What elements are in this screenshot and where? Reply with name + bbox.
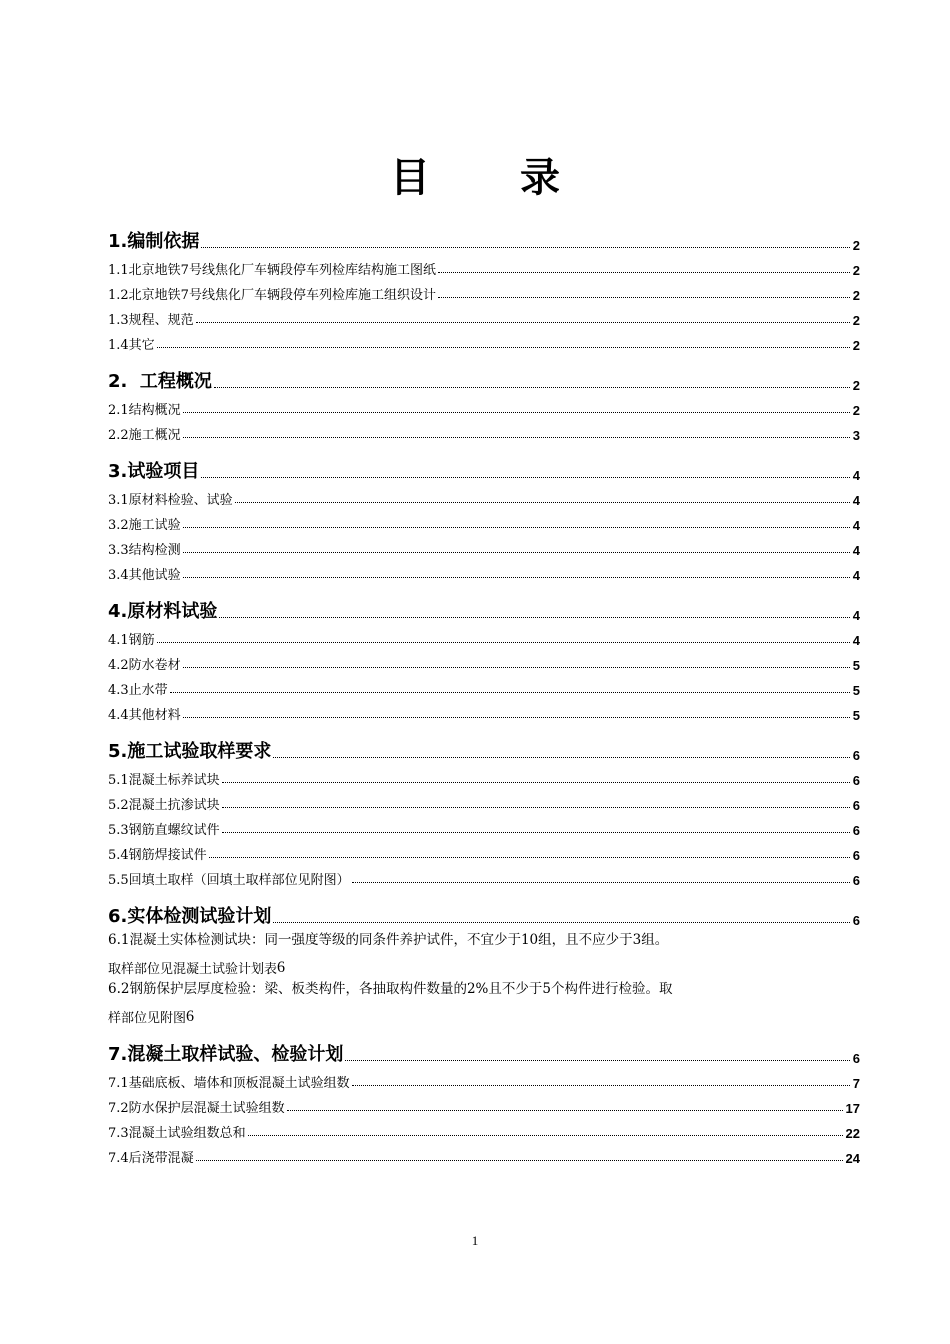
toc-item-1-4[interactable] [108, 328, 860, 353]
toc-section-6[interactable] [108, 888, 860, 928]
dot-leader [222, 782, 850, 783]
dot-leader [157, 642, 850, 643]
dot-leader [157, 347, 850, 348]
toc-item-label: 5.2混凝土抗渗试块 [108, 798, 220, 813]
dot-leader [183, 717, 850, 718]
dot-leader [287, 1110, 843, 1111]
toc-item-2-1[interactable] [108, 393, 860, 418]
toc-section-label: 5.施工试验取样要求 [108, 741, 272, 762]
toc-section-label: 3.试验项目 [108, 461, 200, 482]
toc-section-4[interactable] [108, 583, 860, 623]
toc-item-2-2[interactable] [108, 418, 860, 443]
toc-page-number: 6 [852, 848, 860, 863]
dot-leader [183, 577, 850, 578]
dot-leader [201, 477, 849, 478]
toc-page-number: 2 [852, 313, 860, 328]
toc-item-label: 4.2防水卷材 [108, 658, 181, 673]
toc-page-number: 6 [852, 913, 860, 928]
toc-page-number: 4 [852, 608, 860, 623]
dot-leader [201, 247, 849, 248]
toc-title-char-1: 目 [390, 155, 430, 201]
toc-page-number: 17 [845, 1101, 860, 1116]
toc-page-number: 4 [852, 493, 860, 508]
toc-item-label: 2.2施工概况 [108, 428, 181, 443]
toc-item-label: 1.4其它 [108, 338, 155, 353]
toc-item-label: 3.2施工试验 [108, 518, 181, 533]
dot-leader [214, 387, 850, 388]
toc-item-4-4[interactable] [108, 698, 860, 723]
toc-page-number: 24 [845, 1151, 860, 1166]
toc-page-number: 6 [852, 823, 860, 838]
toc-section-label: 6.实体检测试验计划 [108, 906, 272, 927]
toc-item-6-1[interactable] [108, 928, 860, 977]
toc-item-label: 2.1结构概况 [108, 403, 181, 418]
toc-page-number: 5 [852, 658, 860, 673]
toc-page-number: 2 [852, 403, 860, 418]
toc-page-number: 6 [852, 1051, 860, 1066]
toc-page-number: 3 [852, 428, 860, 443]
toc-section-label: 1.编制依据 [108, 231, 200, 252]
toc-page-number: 2 [852, 288, 860, 303]
toc-section-label: 7.混凝土取样试验、检验计划 [108, 1044, 344, 1065]
toc-item-5-2[interactable] [108, 788, 860, 813]
toc-page-number: 6 [852, 873, 860, 888]
page-footer-number: 1 [471, 1233, 479, 1248]
toc-item-7-2[interactable] [108, 1091, 860, 1116]
dot-leader [219, 617, 849, 618]
toc-item-3-1[interactable] [108, 483, 860, 508]
toc-page-number: 6 [277, 959, 286, 976]
toc-section-label: 2. 工程概况 [108, 371, 212, 392]
dot-leader [183, 527, 850, 528]
toc-item-label: 1.1北京地铁7号线焦化厂车辆段停车列检库结构施工图纸 [108, 263, 436, 278]
toc-page-number: 6 [186, 1008, 195, 1025]
dot-leader [248, 1135, 843, 1136]
toc-item-label-line-1: 6.1混凝土实体检测试块：同一强度等级的同条件养护试件，不宜少于10组，且不应少于3组。 [108, 932, 669, 948]
dot-leader [235, 502, 850, 503]
toc-title [0, 146, 950, 203]
dot-leader [209, 857, 850, 858]
toc-item-label: 3.1原材料检验、试验 [108, 493, 233, 508]
dot-leader [183, 667, 850, 668]
toc-item-6-2[interactable] [108, 977, 860, 1026]
toc-item-3-3[interactable] [108, 533, 860, 558]
dot-leader [345, 1060, 849, 1061]
toc-item-4-2[interactable] [108, 648, 860, 673]
dot-leader [183, 412, 850, 413]
toc-item-7-4[interactable] [108, 1141, 860, 1166]
toc-item-1-2[interactable] [108, 278, 860, 303]
toc-item-7-3[interactable] [108, 1116, 860, 1141]
toc-page-number: 6 [852, 798, 860, 813]
toc-item-label-line-2: 样部位见附图 [108, 1011, 187, 1026]
toc-section-7[interactable] [108, 1026, 860, 1066]
dot-leader [170, 692, 850, 693]
toc-item-label: 3.3结构检测 [108, 543, 181, 558]
dot-leader [273, 757, 849, 758]
toc-item-4-1[interactable] [108, 623, 860, 648]
dot-leader [222, 807, 850, 808]
toc-page-number: 2 [852, 338, 860, 353]
toc-page-number: 4 [852, 518, 860, 533]
table-of-contents [108, 213, 860, 1166]
toc-section-2[interactable] [108, 353, 860, 393]
toc-page-number: 6 [852, 748, 860, 763]
toc-item-label: 5.1混凝土标养试块 [108, 773, 220, 788]
toc-item-label: 4.4其他材料 [108, 708, 181, 723]
toc-item-label: 7.1基础底板、墙体和顶板混凝土试验组数 [108, 1076, 350, 1091]
toc-page-number: 4 [852, 543, 860, 558]
toc-item-label: 1.3规程、规范 [108, 313, 194, 328]
toc-item-4-3[interactable] [108, 673, 860, 698]
toc-item-7-1[interactable] [108, 1066, 860, 1091]
toc-item-5-1[interactable] [108, 763, 860, 788]
toc-item-label-line-2: 取样部位见混凝土试验计划表 [108, 962, 278, 977]
toc-section-label: 4.原材料试验 [108, 601, 218, 622]
toc-page-number: 2 [852, 378, 860, 393]
toc-item-label: 4.3止水带 [108, 683, 168, 698]
toc-item-label: 5.5回填土取样（回填土取样部位见附图） [108, 873, 350, 888]
toc-item-label: 4.1钢筋 [108, 633, 155, 648]
toc-item-5-5[interactable] [108, 863, 860, 888]
toc-item-label: 5.4钢筋焊接试件 [108, 848, 207, 863]
toc-item-label-line-1: 6.2钢筋保护层厚度检验：梁、板类构件，各抽取构件数量的2%且不少于5个构件进行检验。取 [108, 981, 673, 997]
dot-leader [352, 1085, 850, 1086]
dot-leader [438, 272, 850, 273]
toc-page-number: 6 [852, 773, 860, 788]
toc-item-1-1[interactable] [108, 253, 860, 278]
toc-title-char-2: 录 [520, 155, 560, 201]
dot-leader [438, 297, 850, 298]
dot-leader [352, 882, 850, 883]
toc-page-number: 4 [852, 633, 860, 648]
toc-item-label: 1.2北京地铁7号线焦化厂车辆段停车列检库施工组织设计 [108, 288, 436, 303]
toc-item-3-4[interactable] [108, 558, 860, 583]
dot-leader [183, 437, 850, 438]
toc-item-5-3[interactable] [108, 813, 860, 838]
toc-item-1-3[interactable] [108, 303, 860, 328]
toc-item-label: 7.2防水保护层混凝土试验组数 [108, 1101, 285, 1116]
toc-page-number: 5 [852, 708, 860, 723]
toc-section-5[interactable] [108, 723, 860, 763]
toc-item-label: 7.4后浇带混凝 [108, 1151, 194, 1166]
toc-item-label: 7.3混凝土试验组数总和 [108, 1126, 246, 1141]
toc-page-number: 5 [852, 683, 860, 698]
toc-page-number: 4 [852, 568, 860, 583]
dot-leader [222, 832, 850, 833]
toc-page-number: 2 [852, 238, 860, 253]
toc-page-number: 2 [852, 263, 860, 278]
toc-section-3[interactable] [108, 443, 860, 483]
toc-section-1[interactable] [108, 213, 860, 253]
toc-item-label: 3.4其他试验 [108, 568, 181, 583]
dot-leader [196, 1160, 843, 1161]
dot-leader [196, 322, 850, 323]
toc-item-5-4[interactable] [108, 838, 860, 863]
toc-page-number: 7 [852, 1076, 860, 1091]
toc-item-3-2[interactable] [108, 508, 860, 533]
toc-page-number: 22 [845, 1126, 860, 1141]
dot-leader [273, 922, 849, 923]
toc-page-number: 4 [852, 468, 860, 483]
toc-item-label: 5.3钢筋直螺纹试件 [108, 823, 220, 838]
dot-leader [183, 552, 850, 553]
